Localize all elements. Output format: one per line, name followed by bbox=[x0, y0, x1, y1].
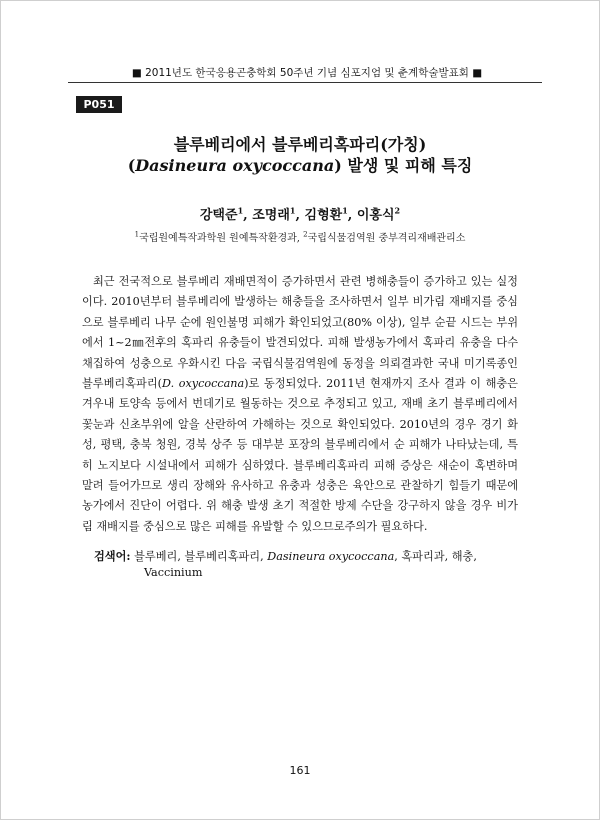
author-name: 조명래 bbox=[252, 208, 290, 223]
author-affil-mark: 1 bbox=[237, 205, 244, 216]
running-header: ■ 2011년도 한국응용곤충학회 50주년 기념 심포지엄 및 춘계학술발표회 ■ bbox=[131, 67, 483, 79]
author-name: 이홍식 bbox=[356, 208, 395, 223]
keywords-label: 검색어: bbox=[94, 549, 131, 563]
author-name: 강택준 bbox=[199, 208, 238, 223]
keywords-text-line2: Vaccinium bbox=[144, 566, 203, 579]
author-separator: , bbox=[347, 208, 357, 223]
abstract-body bbox=[82, 272, 518, 537]
affil-mark: 2 bbox=[303, 230, 308, 239]
abstract-text-part2: )로 동정되었다. 2011년 현재까지 조사 결과 이 해충은 겨우내 토양속 등에서 번데기로 월동하는 것으로 추정되고 있고, 재배 초기 블루베리에서 꽃눈과 신초부위에 알을 산란하여 가해하는 것으로 확인되었다. 2010년의 경우 경기 화성, 평택, 충북 청원, 경북 상주 등 대부분 포장의 블루베리에서 순 피해가 나타났는데, 특히 노지보다 시설내에서 피해가 심하였다. 블루베리혹파리 피해 증상은 새순이 혹변하며 말려 들어가므로 생리 장해와 유사하고 유충과 성충은 육안으로 관찰하기 힘들기 때문에 농가에서 진단이 어렵다. 위 해충 발생 초기 적절한 방제 수단을 강구하지 않을 경우 비가림 재배지를 중심으로 많은 피해를 유발할 수 있으므로주의가 필요하다. bbox=[82, 377, 518, 533]
keywords-text-part2: , 혹파리과, 해충, bbox=[394, 550, 477, 563]
keywords-block bbox=[94, 548, 534, 581]
author-affil-mark: 1 bbox=[289, 205, 296, 216]
author-affil-mark: 1 bbox=[342, 205, 348, 216]
paper-code-badge: P051 bbox=[76, 96, 122, 113]
affiliation-text: 국립원예특작과학원 원예특작환경과, bbox=[139, 233, 304, 244]
header-rule bbox=[68, 82, 542, 83]
abstract-text-part1: 최근 전국적으로 블루베리 재배면적이 증가하면서 관련 병해충들이 증가하고 있는 실정이다. 2010년부터 블루베리에 발생하는 해충들을 조사하면서 일부 비가림 재배지를 중심으로 블루베리 나무 순에 원인불명 피해가 확인되었고(80% 이상), 일부 순끝 시드는 부위에서 1~2㎜전후의 혹파리 유충들이 발견되었다. 피해 발생농가에서 혹파리 유충을 다수 채집하여 성충으로 우화시킨 다음 국립식물검역원에 동정을 의뢰결과한 국내 미기록종인 블루베리혹파리( bbox=[82, 275, 518, 391]
keywords-text-part1: 블루베리, 블루베리혹파리, bbox=[130, 550, 268, 563]
paper-title-line2: (Dasineura oxycoccana) 발생 및 피해 특징 bbox=[127, 156, 473, 175]
author-separator: , bbox=[295, 208, 305, 223]
title-line2-rest: 발생 및 피해 특징 bbox=[341, 156, 473, 175]
affiliation-text: 국립식물검역원 중부격리재배관리소 bbox=[307, 233, 466, 244]
page-number: 161 bbox=[289, 764, 311, 777]
author-name: 김형환 bbox=[304, 208, 343, 223]
title-scientific-name: Dasineura oxycoccana bbox=[135, 156, 335, 175]
affil-mark: 1 bbox=[134, 230, 140, 239]
abstract-scientific-name: D. oxycoccana bbox=[162, 377, 245, 391]
author-list bbox=[60, 204, 540, 223]
affiliations bbox=[60, 229, 540, 244]
author-affil-mark: 2 bbox=[394, 205, 401, 216]
author-separator: , bbox=[243, 208, 253, 223]
paper-title-line1: 블루베리에서 블루베리혹파리(가칭) bbox=[173, 135, 427, 154]
keywords-scientific-name: Dasineura oxycoccana bbox=[267, 550, 395, 563]
